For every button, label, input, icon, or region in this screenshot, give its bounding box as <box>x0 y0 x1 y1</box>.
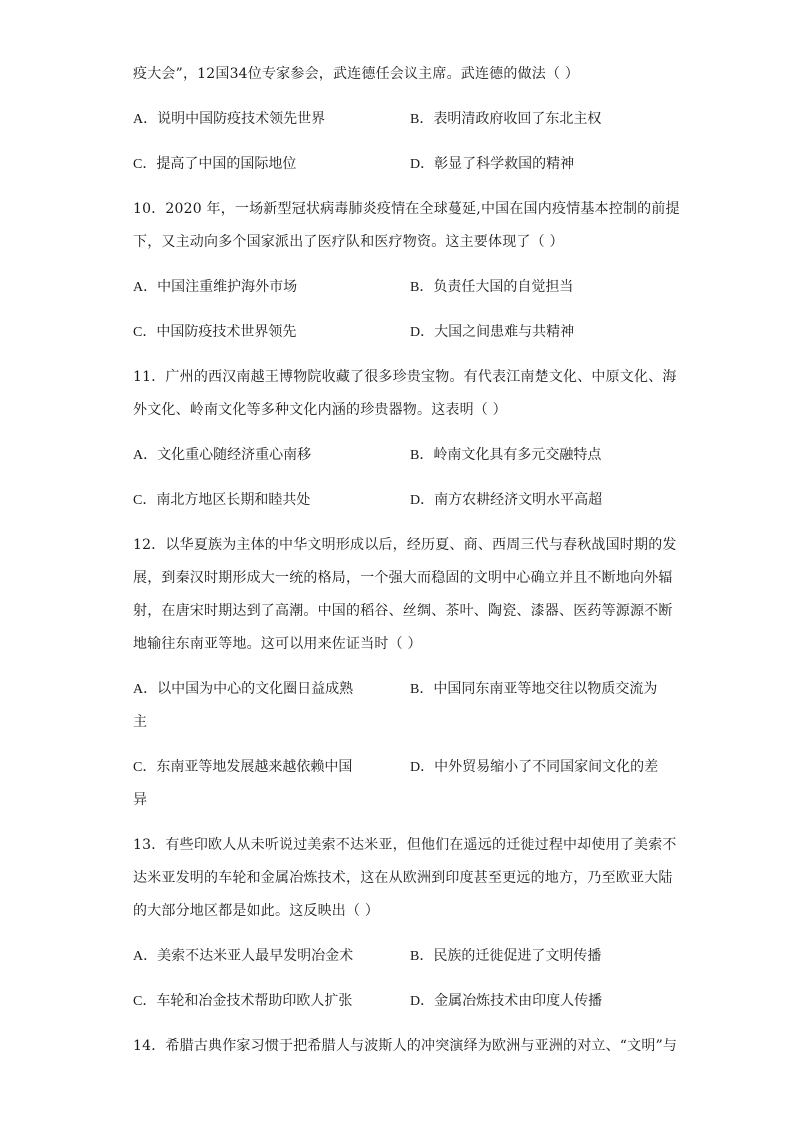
q12-stem-line-1: 12．以华夏族为主体的中华文明形成以后，经历夏、商、西周三代与春秋战国时期的发 <box>133 537 677 553</box>
q12-option-d[interactable]: D．中外贸易缩小了不同国家间文化的差 <box>410 759 659 775</box>
q11-option-c[interactable]: C．南北方地区长期和睦共处 <box>133 492 311 508</box>
q10-options-row-1 <box>133 271 663 304</box>
q10-option-a[interactable]: A．中国注重维护海外市场 <box>133 279 298 295</box>
q10-stem-line-1: 10．2020 年，一场新型冠状病毒肺炎疫情在全球蔓延,中国在国内疫情基本控制的前提 <box>133 201 680 217</box>
q12-stem-line-2: 展，到秦汉时期形成大一统的格局，一个强大而稳固的文明中心确立并且不断地向外辐 <box>133 570 673 586</box>
q10-stem-line-2: 下，又主动向多个国家派出了医疗队和医疗物资。这主要体现了（ ） <box>133 234 564 250</box>
q13-option-d[interactable]: D．金属冶炼技术由印度人传播 <box>410 993 603 1009</box>
q9-option-d[interactable]: D．彰显了科学救国的精神 <box>410 156 575 172</box>
q12-option-b-wrap: 主 <box>133 714 148 730</box>
q13-options-row-1 <box>133 940 663 973</box>
q12-options-row-1 <box>133 673 663 706</box>
q11-option-a[interactable]: A．文化重心随经济重心南移 <box>133 447 312 463</box>
q13-stem-line-1: 13．有些印欧人从未听说过美索不达米亚，但他们在遥远的迁徙过程中却使用了美索不 <box>133 837 677 853</box>
q11-option-b[interactable]: B．岭南文化具有多元交融特点 <box>410 447 602 463</box>
q11-stem-line-1: 11．广州的西汉南越王博物院收藏了很多珍贵宝物。有代表江南楚文化、中原文化、海 <box>133 369 677 385</box>
q10-option-d[interactable]: D．大国之间患难与共精神 <box>410 324 575 340</box>
q9-option-a[interactable]: A．说明中国防疫技术领先世界 <box>133 111 326 127</box>
q13-option-a[interactable]: A．美索不达米亚人最早发明冶金术 <box>133 948 354 964</box>
q12-option-a[interactable]: A．以中国为中心的文化圈日益成熟 <box>133 681 354 697</box>
q9-options-row-2 <box>133 148 663 181</box>
q13-stem-line-3: 的大部分地区都是如此。这反映出（ ） <box>133 903 380 919</box>
q11-options-row-2 <box>133 484 663 517</box>
q10-option-c[interactable]: C．中国防疫技术世界领先 <box>133 324 297 340</box>
q12-options-row-2 <box>133 751 663 784</box>
q11-options-row-1 <box>133 439 663 472</box>
q13-options-row-2 <box>133 985 663 1018</box>
q9-option-b[interactable]: B．表明清政府收回了东北主权 <box>410 111 602 127</box>
q12-option-b[interactable]: B．中国同东南亚等地交往以物质交流为 <box>410 681 658 697</box>
q11-option-d[interactable]: D．南方农耕经济文明水平高超 <box>410 492 603 508</box>
q13-option-c[interactable]: C．车轮和冶金技术帮助印欧人扩张 <box>133 993 353 1009</box>
q12-option-c[interactable]: C．东南亚等地发展越来越依赖中国 <box>133 759 353 775</box>
q10-options-row-2 <box>133 316 663 349</box>
q13-stem-line-2: 达米亚发明的车轮和金属冶炼技术，这在从欧洲到印度甚至更远的地方，乃至欧亚大陆 <box>133 870 673 886</box>
q14-stem-line-1: 14．希腊古典作家习惯于把希腊人与波斯人的冲突演绎为欧洲与亚洲的对立、“文明”与 <box>133 1038 678 1054</box>
q11-stem-line-2: 外文化、岭南文化等多种文化内涵的珍贵器物。这表明（ ） <box>133 402 507 418</box>
q12-stem-line-4: 地输往东南亚等地。这可以用来佐证当时（ ） <box>133 636 422 652</box>
q10-option-b[interactable]: B．负责任大国的自觉担当 <box>410 279 574 295</box>
q12-stem-line-3: 射，在唐宋时期达到了高潮。中国的稻谷、丝绸、茶叶、陶瓷、漆器、医药等源源不断 <box>133 603 673 619</box>
exam-page <box>133 58 680 1063</box>
q12-option-d-wrap: 异 <box>133 792 148 808</box>
q9-options-row-1 <box>133 103 663 136</box>
q9-stem-line: 疫大会”，12国34位专家参会，武连德任会议主席。武连德的做法（ ） <box>133 66 580 82</box>
q9-option-c[interactable]: C．提高了中国的国际地位 <box>133 156 297 172</box>
q13-option-b[interactable]: B．民族的迁徙促进了文明传播 <box>410 948 602 964</box>
